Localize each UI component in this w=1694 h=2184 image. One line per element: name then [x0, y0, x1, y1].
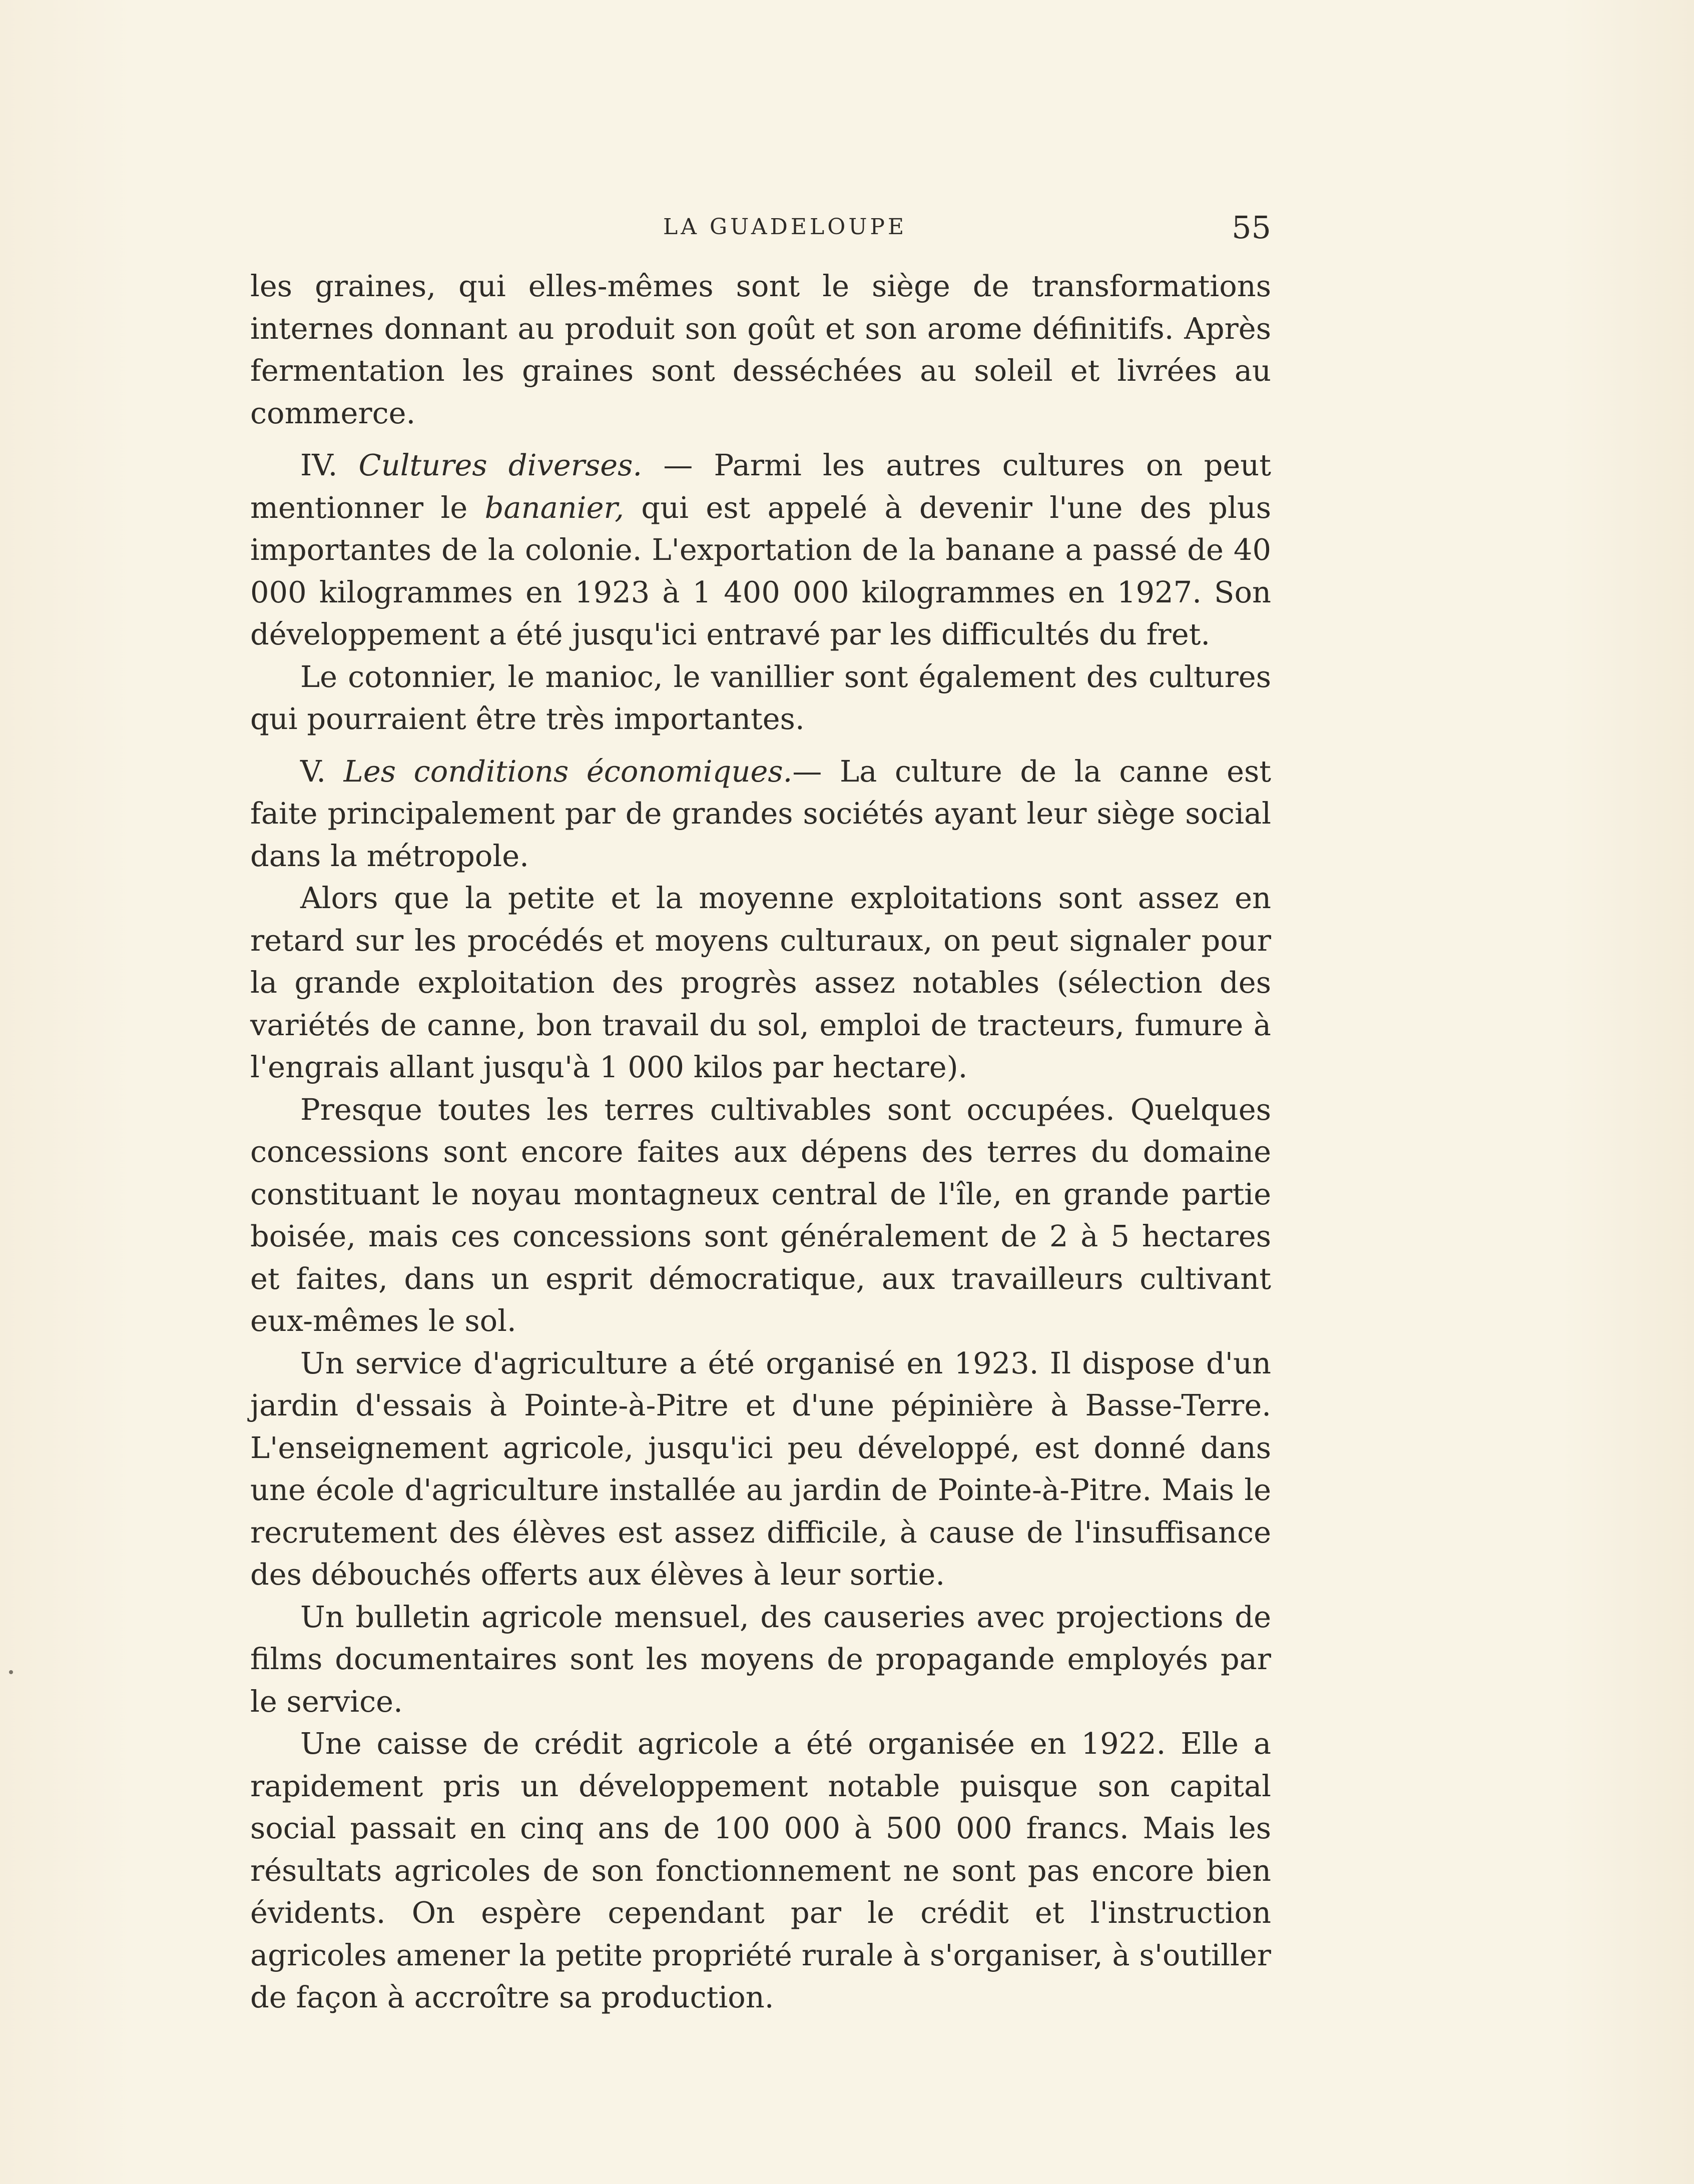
italic-term: bananier,	[484, 490, 625, 525]
paragraph-cotonnier: Le cotonnier, le manioc, le vanillier sont également des cultures qui pourraient être très importantes.	[250, 659, 1271, 736]
section-number: V.	[300, 754, 344, 789]
section-number: IV.	[300, 448, 359, 482]
paragraph-service-agriculture: Un service d'agriculture a été organisé en 1923. Il dispose d'un jardin d'essais à Pointe-à-Pitre et d'une pépinière à Basse-Terre. L'enseignement agricole, jusqu'ici peu développé, est donné dans une école d'agriculture installée au jardin de Pointe-à-Pitre. Mais le recrutement des élèves est assez difficile, à cause de l'insuffisance des débouchés offerts aux élèves à leur sortie.	[250, 1345, 1271, 1592]
section-heading: Les conditions économiques.	[343, 754, 793, 789]
paragraph-conditions-economiques	[250, 751, 1271, 878]
paragraph-graines: les graines, qui elles-mêmes sont le siège de transformations internes donnant au produit son goût et son arome définitifs. Après fermentation les graines sont desséchées au soleil et livrées au commerce.	[250, 269, 1271, 430]
paragraph-terres: Presque toutes les terres cultivables sont occupées. Quelques concessions sont encore faites aux dépens des terres du domaine constituant le noyau montagneux central de l'île, en grande partie boisée, mais ces concessions sont généralement de 2 à 5 hectares et faites, dans un esprit démocratique, aux travailleurs cultivant eux-mêmes le sol.	[250, 1092, 1271, 1338]
paragraph-text: — Parmi les autres cultures on peut mentionner le	[250, 448, 1272, 525]
paragraph-credit-agricole: Une caisse de crédit agricole a été organisée en 1922. Elle a rapidement pris un développement notable puisque son capital social passait en cinq ans de 100 000 à 500 000 francs. Mais les résultats agricoles de son fonctionnement ne sont pas encore bien évidents. On espère cependant par le crédit et l'instruction agricoles amener la petite propriété rurale à s'organiser, à s'outiller de façon à accroître sa production.	[250, 1726, 1271, 2014]
stray-ink-mark	[9, 1670, 13, 1674]
running-title: LA GUADELOUPE	[663, 214, 907, 240]
page-number: 55	[1232, 209, 1271, 246]
paragraph-cultures-diverses	[250, 444, 1271, 656]
paragraph-text: qui est appelé à devenir l'une des plus importantes de la colonie. L'exportation de la banane a passé de 40 000 kilogrammes en 1923 à 1 400 000 kilogrammes en 1927. Son développement a été jusqu'ici entravé par les difficultés du fret.	[250, 490, 1272, 651]
paragraph-exploitations: Alors que la petite et la moyenne exploitations sont assez en retard sur les procédés et moyens culturaux, on peut signaler pour la grande exploitation des progrès assez notables (sélection des variétés de canne, bon travail du sol, emploi de tracteurs, fumure à l'engrais allant jusqu'à 1 000 kilos par hectare).	[250, 881, 1271, 1084]
paragraph-text: — La culture de la canne est faite principalement par de grandes sociétés ayant leur siège social dans la métropole.	[250, 754, 1271, 873]
paragraph-bulletin: Un bulletin agricole mensuel, des causeries avec projections de films documentaires sont les moyens de propagande employés par le service.	[250, 1599, 1271, 1719]
page-header	[250, 209, 1271, 244]
section-heading: Cultures diverses.	[358, 448, 643, 482]
body-text	[250, 265, 1271, 2019]
